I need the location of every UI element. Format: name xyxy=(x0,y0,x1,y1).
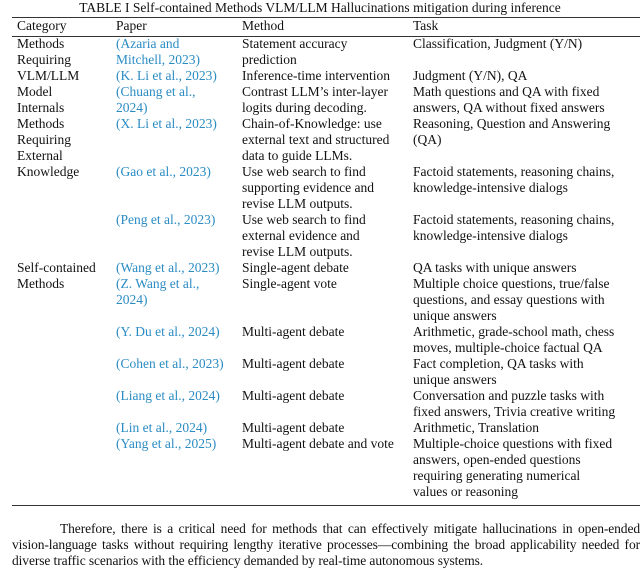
paper-citation-link-line[interactable]: (Lin et al., 2024) xyxy=(116,420,208,435)
table-row xyxy=(0,116,640,164)
task-cell xyxy=(413,260,640,276)
task-cell-line: questions, and essay questions with xyxy=(413,292,605,307)
category-cell xyxy=(17,36,112,68)
task-cell-line: answers, open-ended questions xyxy=(413,452,581,467)
table-row xyxy=(0,212,640,260)
paper-citation-link-line[interactable]: (X. Li et al., 2023) xyxy=(116,116,217,131)
table-row xyxy=(0,436,640,500)
method-cell-line: Statement accuracy xyxy=(242,36,348,51)
paper-citation-link-line[interactable]: (K. Li et al., 2023) xyxy=(116,68,217,83)
header-task: Task xyxy=(413,18,439,33)
paper-citation-link[interactable] xyxy=(116,84,238,116)
category-cell-line: Requiring xyxy=(17,52,71,67)
method-cell xyxy=(242,276,410,292)
paper-citation-link[interactable] xyxy=(116,356,238,372)
method-cell-line: Single-agent vote xyxy=(242,276,337,291)
table-row xyxy=(0,36,640,68)
method-cell xyxy=(242,36,410,68)
task-cell-line: Reasoning, Question and Answering xyxy=(413,116,611,131)
method-cell-line: revise LLM outputs. xyxy=(242,196,353,211)
paper-citation-link[interactable] xyxy=(116,164,238,180)
task-cell xyxy=(413,164,640,196)
paragraph-line: vision-language tasks without requiring lengthy iterative processes—combining the broad applicability needed for xyxy=(12,537,640,552)
header-method: Method xyxy=(242,18,284,33)
task-cell-line: Arithmetic, Translation xyxy=(413,420,539,435)
paper-citation-link-line[interactable]: (Gao et al., 2023) xyxy=(116,164,211,179)
table-header-row xyxy=(0,18,640,36)
method-cell-line: Use web search to find xyxy=(242,212,366,227)
paper-citation-link[interactable] xyxy=(116,388,238,404)
category-cell-line: Methods xyxy=(17,276,65,291)
table-row xyxy=(0,260,640,276)
table-row xyxy=(0,420,640,436)
task-cell xyxy=(413,356,640,388)
paper-citation-link-line[interactable]: (Z. Wang et al., xyxy=(116,276,200,291)
category-cell-line: Methods xyxy=(17,116,65,131)
task-cell-line: answers, QA without fixed answers xyxy=(413,100,605,115)
category-cell xyxy=(17,84,112,116)
paper-citation-link-line[interactable]: (Wang et al., 2023) xyxy=(116,260,220,275)
method-cell xyxy=(242,116,410,164)
task-cell xyxy=(413,436,640,500)
table-row xyxy=(0,324,640,356)
task-cell-line: Arithmetic, grade-school math, chess xyxy=(413,324,615,339)
paper-citation-link[interactable] xyxy=(116,260,238,276)
paper-citation-link-line[interactable]: (Liang et al., 2024) xyxy=(116,388,220,403)
method-cell xyxy=(242,436,410,452)
category-cell xyxy=(17,164,112,180)
task-cell-line: Judgment (Y/N), QA xyxy=(413,68,528,83)
task-cell-line: QA tasks with unique answers xyxy=(413,260,577,275)
category-cell-line: Model xyxy=(17,84,53,99)
paper-citation-link[interactable] xyxy=(116,36,238,68)
paper-citation-link-line[interactable]: 2024) xyxy=(116,100,148,115)
task-cell xyxy=(413,324,640,356)
category-cell xyxy=(17,68,112,84)
task-cell-line: Factoid statements, reasoning chains, xyxy=(413,212,615,227)
method-cell-line: Use web search to find xyxy=(242,164,366,179)
category-cell-line: Internals xyxy=(17,100,65,115)
task-cell xyxy=(413,276,640,324)
task-cell-line: knowledge-intensive dialogs xyxy=(413,228,568,243)
table-caption: TABLE I Self-contained Methods VLM/LLM Hallucinations mitigation during inference xyxy=(79,0,561,15)
table-row xyxy=(0,68,640,84)
bottom-rule xyxy=(12,505,640,506)
paper-citation-link-line[interactable]: (Peng et al., 2023) xyxy=(116,212,216,227)
header-category: Category xyxy=(17,18,67,33)
table-row xyxy=(0,84,640,116)
task-cell xyxy=(413,212,640,244)
task-cell-line: Fact completion, QA tasks with xyxy=(413,356,584,371)
paper-citation-link-line[interactable]: (Chuang et al., xyxy=(116,84,196,99)
method-cell-line: external text and structured xyxy=(242,132,390,147)
method-cell xyxy=(242,164,410,212)
paper-citation-link[interactable] xyxy=(116,324,238,340)
method-cell-line: Multi-agent debate and vote xyxy=(242,436,394,451)
method-cell-line: Single-agent debate xyxy=(242,260,349,275)
paper-citation-link-line[interactable]: 2024) xyxy=(116,292,148,307)
paper-citation-link-line[interactable]: (Yang et al., 2025) xyxy=(116,436,217,451)
paper-citation-link[interactable] xyxy=(116,68,238,84)
paper-citation-link-line[interactable]: (Cohen et al., 2023) xyxy=(116,356,224,371)
task-cell-line: Multiple choice questions, true/false xyxy=(413,276,610,291)
task-cell xyxy=(413,116,640,148)
method-cell-line: revise LLM outputs. xyxy=(242,244,353,259)
method-cell xyxy=(242,68,410,84)
category-cell xyxy=(17,260,112,276)
paper-citation-link-line[interactable]: Mitchell, 2023) xyxy=(116,52,200,67)
method-cell-line: Chain-of-Knowledge: use xyxy=(242,116,382,131)
task-cell xyxy=(413,388,640,420)
category-cell-line: Knowledge xyxy=(17,164,80,179)
task-cell-line: Factoid statements, reasoning chains, xyxy=(413,164,615,179)
task-cell-line: requiring generating numerical xyxy=(413,468,581,483)
method-cell-line: Multi-agent debate xyxy=(242,388,345,403)
method-cell-line: Multi-agent debate xyxy=(242,420,345,435)
method-cell-line: Inference-time intervention xyxy=(242,68,391,83)
task-cell-line: fixed answers, Trivia creative writing xyxy=(413,404,616,419)
task-cell-line: Classification, Judgment (Y/N) xyxy=(413,36,583,51)
task-cell-line: Conversation and puzzle tasks with xyxy=(413,388,605,403)
table-row xyxy=(0,164,640,212)
task-cell-line: Math questions and QA with fixed xyxy=(413,84,600,99)
category-cell-line: Methods xyxy=(17,36,65,51)
method-cell-line: logits during decoding. xyxy=(242,100,367,115)
table-body xyxy=(0,36,640,500)
method-cell xyxy=(242,388,410,404)
method-cell-line: prediction xyxy=(242,52,297,67)
method-cell-line: data to guide LLMs. xyxy=(242,148,353,163)
paper-citation-link[interactable] xyxy=(116,116,238,132)
methods-table xyxy=(0,18,640,500)
paper-citation-link[interactable] xyxy=(116,212,238,228)
paper-citation-link[interactable] xyxy=(116,420,238,436)
category-cell xyxy=(17,116,112,164)
task-cell-line: unique answers xyxy=(413,372,497,387)
paper-citation-link[interactable] xyxy=(116,276,238,308)
method-cell-line: Contrast LLM’s inter-layer xyxy=(242,84,388,99)
paper-citation-link[interactable] xyxy=(116,436,238,452)
category-cell-line: Requiring xyxy=(17,132,71,147)
paper-citation-link-line[interactable]: (Azaria and xyxy=(116,36,180,51)
task-cell xyxy=(413,420,640,436)
method-cell-line: Multi-agent debate xyxy=(242,356,345,371)
category-cell-line: VLM/LLM xyxy=(17,68,80,83)
task-cell-line: unique answers xyxy=(413,308,497,323)
task-cell-line: moves, multiple-choice factual QA xyxy=(413,340,603,355)
task-cell-line: values or reasoning xyxy=(413,484,518,499)
task-cell-line: knowledge-intensive dialogs xyxy=(413,180,568,195)
method-cell xyxy=(242,356,410,372)
task-cell xyxy=(413,84,640,116)
method-cell xyxy=(242,260,410,276)
category-cell-line: External xyxy=(17,148,63,163)
table-row xyxy=(0,356,640,388)
task-cell xyxy=(413,36,640,52)
method-cell-line: Multi-agent debate xyxy=(242,324,345,339)
method-cell xyxy=(242,84,410,116)
paragraph-line: Therefore, there is a critical need for methods that can effectively mitigate hallucinations in open-ended xyxy=(60,521,640,536)
task-cell-line: (QA) xyxy=(413,132,442,147)
category-cell-line: Self-contained xyxy=(17,260,96,275)
method-cell xyxy=(242,324,410,340)
category-cell xyxy=(17,276,112,292)
method-cell-line: supporting evidence and xyxy=(242,180,374,195)
table-row xyxy=(0,388,640,420)
method-cell xyxy=(242,212,410,260)
header-paper: Paper xyxy=(116,18,147,33)
task-cell xyxy=(413,68,640,84)
method-cell xyxy=(242,420,410,436)
task-cell-line: Multiple-choice questions with fixed xyxy=(413,436,613,451)
method-cell-line: external evidence and xyxy=(242,228,360,243)
paper-citation-link-line[interactable]: (Y. Du et al., 2024) xyxy=(116,324,220,339)
body-paragraph xyxy=(12,521,640,569)
paragraph-line: diverse traffic scenarios with the efficiency demanded by real-time autonomous systems. xyxy=(12,553,484,568)
table-row xyxy=(0,276,640,324)
